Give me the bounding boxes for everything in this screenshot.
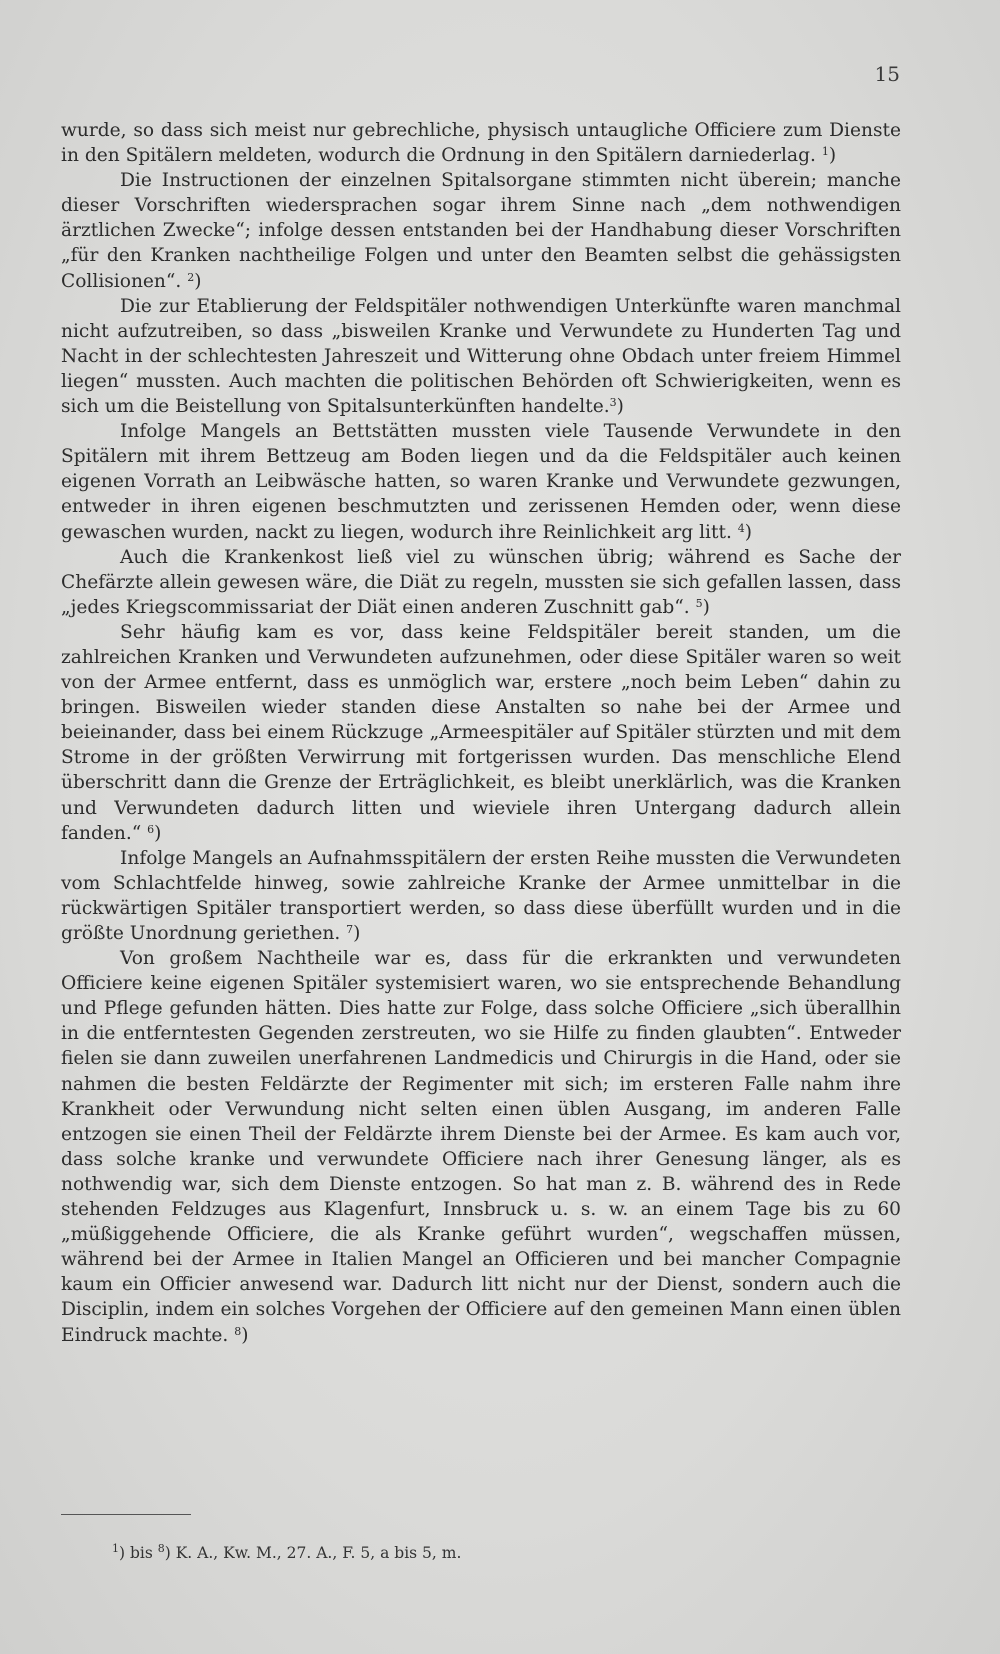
footnote [112,1544,461,1562]
paragraph [61,168,901,293]
footnote-mark: 1 [112,1542,119,1555]
paragraph-text: Infolge Mangels an Bettstätten mussten viele Tausende Verwundete in den Spitälern mit ihrem Bettzeug am Boden liegen und da die Feldspitäler auch keinen eigenen Vorrath an Leibwäsche hatten, so waren Kranke und Verwundete gezwungen, entweder in ihren eigenen beschmutzten und zerissenen Hemden oder, wenn diese gewaschen wurden, nackt zu liegen, wodurch ihre Reinlichkeit arg litt. [61,421,901,543]
footnote-mark: 8 [157,1542,165,1555]
footnote-ref-close: ) [353,923,361,944]
footnote-ref-close: ) [241,1324,249,1346]
footnote-ref-close: ) [744,521,753,543]
paragraph [61,846,901,946]
body-text [61,118,901,1348]
footnote-ref: 8 [234,1324,242,1338]
paragraph-text: Auch die Krankenkost ließ viel zu wünschen übrig; während es Sache der Chefärzte allein gewesen wäre, die Diät zu regeln, mussten sie sich gefallen lassen, dass „jedes Kriegscommissariat der Diät einen anderen Zuschnitt gab“. [61,546,901,618]
paragraph-text: Sehr häufig kam es vor, dass keine Feldspitäler bereit standen, um die zahlreichen Kranken und Verwundeten aufzunehmen, oder diese Spitäler waren so weit von der Armee entfernt, dass es unmöglich war, erstere „noch beim Leben“ dahin zu bringen. Bisweilen wieder standen diese Anstalten so nahe bei der Armee und beieinander, dass bei einem Rückzuge „Armeespitäler auf Spitäler stürzten und mit dem Strome in der größten Verwirrung mit fortgerissen wurden. Das menschliche Elend überschritt dann die Grenze der Erträglichkeit, es bleibt unerklärlich, was die Kranken und Verwundeten dadurch litten und wieviele ihren Untergang dadurch allein fanden.“ [61,621,901,844]
footnote-ref-close: ) [616,396,624,418]
footnote-ref: 4 [737,521,745,535]
paragraph [61,118,901,168]
paragraph [61,620,901,846]
footnote-ref-close: ) [828,145,837,167]
footnote-ref: 3 [609,396,617,410]
paragraph [61,419,901,544]
paragraph-text: Von großem Nachtheile war es, dass für die erkrankten und verwundeten Officiere keine eigenen Spitäler systemisiert waren, wo sie entsprechende Behandlung und Pflege gefunden hätten. Dies hatte zur Folge, dass solche Officiere „sich überallhin in die entferntesten Gegenden zerstreuten, wo sie Hilfe zu finden glaubten“. Entweder fielen sie dann zuweilen unerfahrenen Landmedicis und Chirurgis in die Hand, oder sie nahmen die besten Feldärzte der Regimenter mit sich; im ersteren Falle nahm ihre Krankheit oder Verwundung nicht selten einen üblen Ausgang, im anderen Falle entzogen sie einen Theil der Feldärzte ihrem Dienste bei der Armee. Es kam auch vor, dass solche kranke und verwundete Officiere nach ihrer Genesung länger, als es nothwendig war, sich dem Dienste entzogen. So hat man z. B. während des in Rede stehenden Feldzuges aus Klagenfurt, Innsbruck u. s. w. an einem Tage bis zu 60 „müßiggehende Officiere, die als Kranke geführt wurden“, wegschaffen müssen, während bei der Armee in Italien Mangel an Officieren und bei mancher Compagnie kaum ein Officier anwesend war. Dadurch litt nicht nur der Dienst, sondern auch die Disciplin, indem ein solches Vorgehen der Officiere auf den gemeinen Mann einen üblen Eindruck machte. [61,948,901,1346]
paragraph [61,946,901,1348]
footnote-ref-close: ) [154,822,162,844]
paragraph-text: wurde, so dass sich meist nur gebrechliche, physisch untaugliche Officiere zum Dienste in den Spitälern meldeten, wodurch die Ordnung in den Spitälern darniederlag. [61,120,901,167]
paragraph-text: Die zur Etablierung der Feldspitäler nothwendigen Unterkünfte waren manchmal nicht aufzutreiben, so dass „bisweilen Kranke und Verwundete zu Hunderten Tag und Nacht in der schlechtesten Jahreszeit und Witterung ohne Obdach unter freiem Himmel liegen“ mussten. Auch machten die politischen Behörden oft Schwierigkeiten, wenn es sich um die Beistellung von Spitalsunterkünften handelte. [61,295,901,418]
footnote-ref: 5 [695,596,703,610]
paragraph-text: Die Instructionen der einzelnen Spitalsorgane stimmten nicht überein; manche dieser Vorschriften wiedersprachen sogar ihrem Sinne nach „dem nothwendigen ärztlichen Zwecke“; infolge dessen entstanden bei der Handhabung dieser Vorschriften „für den Kranken nachtheilige Folgen und unter den Beamten selbst die gehässigsten Collisionen“. [61,170,901,292]
footnote-text: ) K. A., Kw. M., 27. A., F. 5, a bis 5, m. [164,1544,462,1562]
footnote-ref: 6 [147,822,155,836]
footnote-ref: 2 [187,270,195,284]
footnote-ref: 1 [821,145,829,159]
footnote-ref-close: ) [194,270,202,292]
footnote-ref-close: ) [702,596,710,618]
page-number: 15 [874,62,900,86]
footnote-text: ) bis [119,1544,158,1562]
footnote-rule [61,1514,191,1515]
footnote-ref: 7 [346,923,354,936]
paragraph [61,294,901,419]
paragraph [61,545,901,620]
paragraph-text: Infolge Mangels an Aufnahmsspitälern der ersten Reihe mussten die Verwundeten vom Schlachtfelde hinweg, sowie zahlreiche Kranke der Armee unmittelbar in die rückwärtigen Spitäler transportiert werden, so dass diese überfüllt wurden und in die größte Unordnung geriethen. [61,847,901,944]
